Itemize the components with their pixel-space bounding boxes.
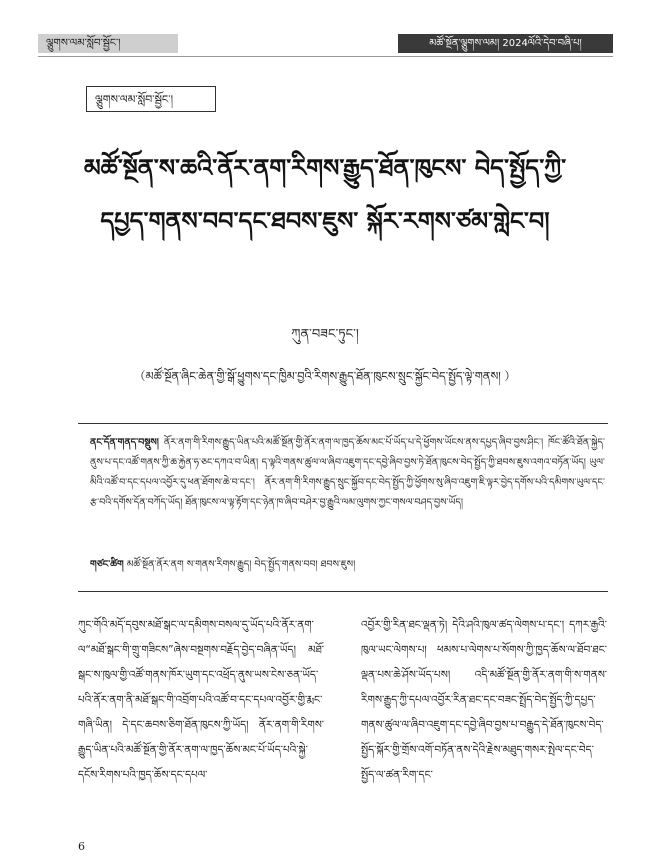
- abstract-label: ནང་དོན་གནད་བསྡུས།: [90, 437, 159, 448]
- abstract-text: ནོར་ནག་གི་རིགས་རྒྱུད་ཡིན་པའི་མཚོ་སྔོན་གྱི་ནོར་ནག་ལ་ཁྱད་ཆོས་མང་པོ་ཡོད་པ་དེ་ཕྱོགས་ཡོངས་ནས་དཔྱད་ཞིབ་བྱས་ཤིང་། ཁོང་ཚོའི་ཐོན་སྐྱེད་ནུས་པ་དང་འཚོ་གནས་ཀྱི་ཆ་རྐྱེན་ཧ་ཅང་དཀའ་བ་ཡིན། ད་ལྟའི་གནས་ཚུལ་ལ་ཞིབ་འཇུག་དང་དབྱེ་ཞིབ་བྱས་ཏེ་ཐོན་ཁུངས་བེད་སྤྱོད་ཀྱི་ཐབས་ཇུས་འགའ་བཏོན་ཡོད། ཡུལ་མིའི་འཚོ་བ་དང་དཔལ་འབྱོར་དུ་ཕན་ཐོགས་ཆེ་བ་དང་། ནོར་ནག་གི་རིགས་རྒྱུད་སྲུང་སྐྱོབ་དང་བེད་སྤྱོད་ཀྱི་ཕྱོགས་སུ་ཞིབ་འཇུག་ཇི་ལྟར་བྱེད་དགོས་པའི་དམིགས་ཡུལ་དང་རྩ་བའི་དགོས་དོན་བཀོད་ཡོད། ཐོན་ཁུངས་ལ་ལྟ་རྟོག་དང་ཉེན་ཁ་ཞིབ་བཤེར་བྱ་རྒྱུའི་ལམ་ལུགས་ཀྱང་གསལ་བཤད་བྱས་ཡོད།: [90, 437, 605, 508]
- author-name: ཀུན་བཟང་ཏུང་།: [291, 327, 359, 342]
- body-column-right: འབྱོར་གྱི་རིན་ཐང་ལྡན་ཏེ། དེའི་ཤའི་ཁུལ་ཚད་ལེགས་པ་དང་། དཀར་རྒྱའི་ཁུལ་ཡང་ལེགས་པ། ཕམས་པ་ལེགས་པ་སོགས་ཀྱི་ཁྱད་ཆོས་ལ་ཐོབ་ཐང་ལྡན་པས་ཆེ་ཤོས་ཡོད་པས། འདི་མཚོ་སྔོན་གྱི་ནོར་ནག་གི་ས་གནས་རིགས་རྒྱུད་ཀྱི་དཔལ་འབྱོར་རིན་ཐང་དང་བཟང་སྤྲོད་བེད་སྤྱོད་ཀྱི་དཔྱད་གནས་ཚུལ་ལ་ཞིབ་འཇུག་དང་དབྱེ་ཞིབ་བྱས་པ་བརྒྱུད་དེ་ཐོན་ཁུངས་བེད་སྤྱོད་སྐོར་གྱི་གྲོས་འགོ་བཏོན་ནས་དེའི་རྗེས་མཐུད་གསར་སྤེལ་དང་བེད་སྤྱོད་ལ་ཚན་རིག་དང་: [361, 619, 607, 781]
- article-title: མཚོ་སྔོན་ས་ཆའི་ནོར་ནག་རིགས་རྒྱུད་ཐོན་ཁུངས་ བེད་སྤྱོད་ཀྱི་དཔྱད་གནས་བབ་དང་ཐབས་ཇུས་ སྐོར་རགས་ཙམ་གླེང་བ།: [83, 154, 567, 235]
- header-divider: [38, 56, 613, 57]
- running-header-journal: མཚོ་སྔོན་ལྕུགས་ལམ། 2024ལོའི་དེབ་བཞི་པ།: [398, 34, 613, 53]
- abstract-block: [90, 433, 605, 513]
- keywords-text: མཚོ་སྔོན་ནོར་ནག ས་གནས་རིགས་རྒྱུད། བེད་སྤྱོད་གནས་བབ། ཐབས་ཇུས།: [126, 559, 356, 570]
- keywords-block: [90, 555, 605, 575]
- section-tag: ལྕུགས་ལམ་སློབ་སྦྱོང་།: [86, 86, 216, 112]
- body-column-left: ཀུང་གོའི་མདོ་དབུས་མཐོ་སྒང་ལ་དམིགས་བསལ་དུ་ཡོད་པའི་ནོར་ནག་ལ“མཐོ་སྒང་གི་གྲུ་གཟིངས”ཞེས་བསྔགས་བརྗོད་བྱེད་བཞིན་ཡོད། མཐོ་སྒང་ས་ཁུལ་གྱི་འཚོ་གནས་ཁོར་ཡུག་དང་འཕྲོད་ནུས་ཡས་ངེས་ཅན་ཡོད་པའི་ནོར་ནག་ནི་མཐོ་སྒང་གི་འབྲོག་པའི་འཚོ་བ་དང་དཔལ་འབྱོར་གྱི་རྨང་གཞི་ཡིན། དེ་དང་ཆབས་ཅིག་ཐོན་ཁུངས་ཀྱི་ཡོད། ནོར་ནག་གི་རིགས་རྒྱུད་ཡིན་པའི་མཚོ་སྔོན་གྱི་ནོར་ནག་ལ་ཁྱད་ཆོས་མང་པོ་ཡོད་པའི་སྐྱེ་དངོས་རིགས་པའི་ཁྱད་ཆོས་དང་དཔལ་: [78, 619, 324, 781]
- abstract-bottom-divider: [78, 591, 608, 592]
- keywords-label: གཙང་ཚིག: [90, 559, 124, 570]
- author-affiliation: （མཚོ་སྔོན་ཞིང་ཆེན་གྱི་སྒོ་ཕྱུགས་དང་ཁྱིམ་བྱའི་རིགས་རྒྱུད་ཐོན་ཁུངས་སྲུང་སྐྱོང་བེད་སྤྱོད་ལྟེ་གནས། ）: [134, 369, 516, 383]
- abstract-top-divider: [78, 423, 608, 424]
- page-number: 6: [78, 840, 85, 853]
- running-header-section: ལྕུགས་ལམ་སློབ་སྦྱོང་།: [38, 34, 178, 53]
